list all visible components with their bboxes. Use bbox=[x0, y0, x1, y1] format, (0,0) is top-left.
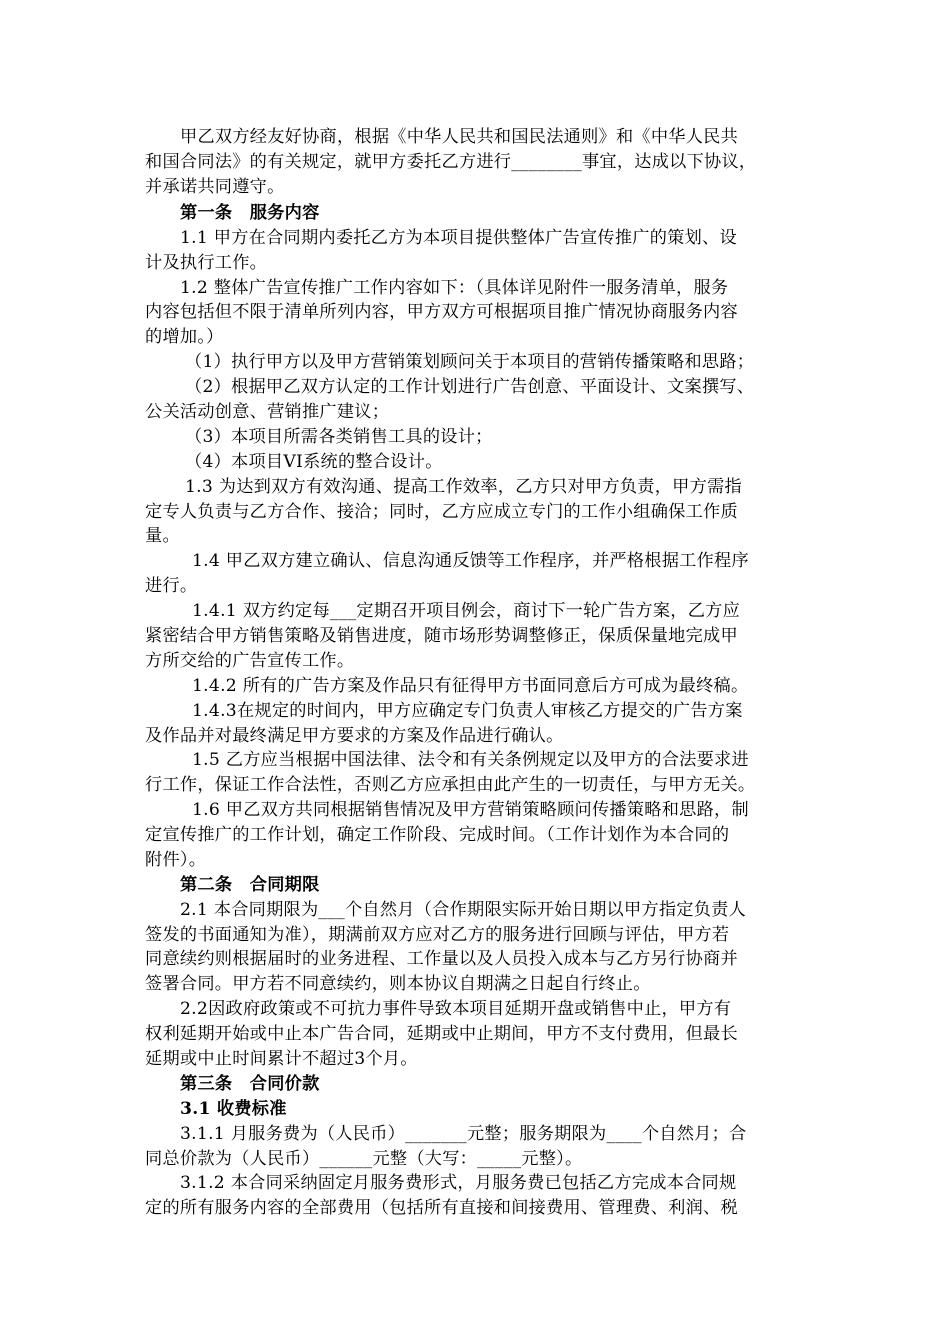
clause-1-2-line-1: 1.2 整体广告宣传推广工作内容如下：（具体详见附件一服务清单，服务 bbox=[180, 278, 729, 298]
clause-1-5-line-1: 1.5 乙方应当根据中国法律、法令和有关条例规定以及甲方的合法要求进 bbox=[192, 750, 749, 770]
clause-1-5-line-2: 行工作，保证工作合法性，否则乙方应承担由此产生的一切责任，与甲方无关。 bbox=[145, 775, 756, 795]
item-1-line: （1）执行甲方以及甲方营销策划顾问关于本项目的营销传播策略和思路； bbox=[185, 352, 755, 372]
clause-2-1-line-2: 签发的书面通知为准），期满前双方应对乙方的服务进行回顾与评估，甲方若 bbox=[145, 925, 730, 945]
clause-1-6-line-1: 1.6 甲乙双方共同根据销售情况及甲方营销策略顾问传播策略和思路，制 bbox=[192, 800, 749, 820]
clause-2-2-line-2: 权利延期开始或中止本广告合同，延期或中止期间，甲方不支付费用，但最长 bbox=[145, 1024, 738, 1044]
section-3-1-heading: 3.1 收费标准 bbox=[180, 1099, 287, 1119]
clause-1-4-3-line-2: 及作品并对最终满足甲方要求的方案及作品进行确认。 bbox=[145, 726, 564, 746]
clause-2-2-line-3: 延期或中止时间累计不超过3个月。 bbox=[145, 1049, 418, 1069]
clause-1-2-line-2: 内容包括但不限于清单所列内容，甲方双方可根据项目推广情况协商服务内容 bbox=[145, 302, 738, 322]
clause-1-3-line-1: 1.3 为达到双方有效沟通、提高工作效率，乙方只对甲方负责，甲方需指 bbox=[185, 477, 742, 497]
clause-1-4-line-2: 进行。 bbox=[145, 576, 198, 596]
clause-3-1-2-line-2: 定的所有服务内容的全部费用（包括所有直接和间接费用、管理费、利润、税 bbox=[145, 1198, 738, 1218]
article-3-heading: 第三条 合同价款 bbox=[180, 1074, 320, 1094]
clause-1-1-line-2: 计及执行工作。 bbox=[145, 253, 268, 273]
intro-line-3: 并承诺共同遵守。 bbox=[145, 177, 285, 197]
clause-1-4-1-line-2: 紧密结合甲方销售策略及销售进度，随市场形势调整修正，保质保量地完成甲 bbox=[145, 626, 738, 646]
clause-1-3-line-3: 量。 bbox=[145, 526, 180, 546]
clause-2-1-line-1: 2.1 本合同期限为___个自然月（合作期限实际开始日期以甲方指定负责人 bbox=[180, 900, 747, 920]
intro-line-2: 和国合同法》的有关规定，就甲方委托乙方进行________事宜，达成以下协议， bbox=[145, 152, 757, 172]
clause-1-4-2-line: 1.4.2 所有的广告方案及作品只有征得甲方书面同意后方可成为最终稿。 bbox=[192, 676, 749, 696]
clause-3-1-2-line-1: 3.1.2 本合同采纳固定月服务费形式，月服务费已包括乙方完成本合同规 bbox=[180, 1173, 737, 1193]
clause-1-4-1-line-1: 1.4.1 双方约定每___定期召开项目例会，商讨下一轮广告方案，乙方应 bbox=[192, 601, 741, 621]
clause-3-1-1-line-1: 3.1.1 月服务费为（人民币）_______元整；服务期限为____个自然月；合 bbox=[180, 1124, 747, 1144]
clause-1-3-line-2: 定专人负责与乙方合作、接洽；同时，乙方应成立专门的工作小组确保工作质 bbox=[145, 502, 738, 522]
clause-1-1-line-1: 1.1 甲方在合同期内委托乙方为本项目提供整体广告宣传推广的策划、设 bbox=[180, 228, 737, 248]
clause-2-1-line-4: 签署合同。甲方若不同意续约，则本协议自期满之日起自行终止。 bbox=[145, 974, 651, 994]
clause-1-4-1-line-3: 方所交给的广告宣传工作。 bbox=[145, 651, 355, 671]
item-3-line: （3）本项目所需各类销售工具的设计； bbox=[185, 427, 493, 447]
clause-1-2-line-3: 的增加。） bbox=[145, 327, 224, 347]
clause-2-2-line-1: 2.2因政府政策或不可抗力事件导致本项目延期开盘或销售中止，甲方有 bbox=[180, 999, 732, 1019]
item-4-line: （4）本项目VI系统的整合设计。 bbox=[185, 452, 443, 472]
clause-3-1-1-line-2: 同总价款为（人民币）______元整（大写：_____元整）。 bbox=[145, 1149, 583, 1169]
item-2-line-2: 公关活动创意、营销推广建议； bbox=[145, 402, 390, 422]
article-2-heading: 第二条 合同期限 bbox=[180, 875, 320, 895]
clause-1-4-line-1: 1.4 甲乙双方建立确认、信息沟通反馈等工作程序，并严格根据工作程序 bbox=[192, 551, 749, 571]
clause-1-6-line-3: 附件）。 bbox=[145, 850, 207, 870]
article-1-heading: 第一条 服务内容 bbox=[180, 203, 320, 223]
intro-line-1: 甲乙双方经友好协商，根据《中华人民共和国民法通则》和《中华人民共 bbox=[180, 127, 739, 147]
item-2-line-1: （2）根据甲乙双方认定的工作计划进行广告创意、平面设计、文案撰写、 bbox=[185, 377, 755, 397]
clause-1-6-line-2: 定宣传推广的工作计划，确定工作阶段、完成时间。（工作计划作为本合同的 bbox=[145, 825, 730, 845]
clause-2-1-line-3: 同意续约则根据届时的业务进程、工作量以及人员投入成本与乙方另行协商并 bbox=[145, 949, 738, 969]
clause-1-4-3-line-1: 1.4.3在规定的时间内，甲方应确定专门负责人审核乙方提交的广告方案 bbox=[192, 701, 743, 721]
